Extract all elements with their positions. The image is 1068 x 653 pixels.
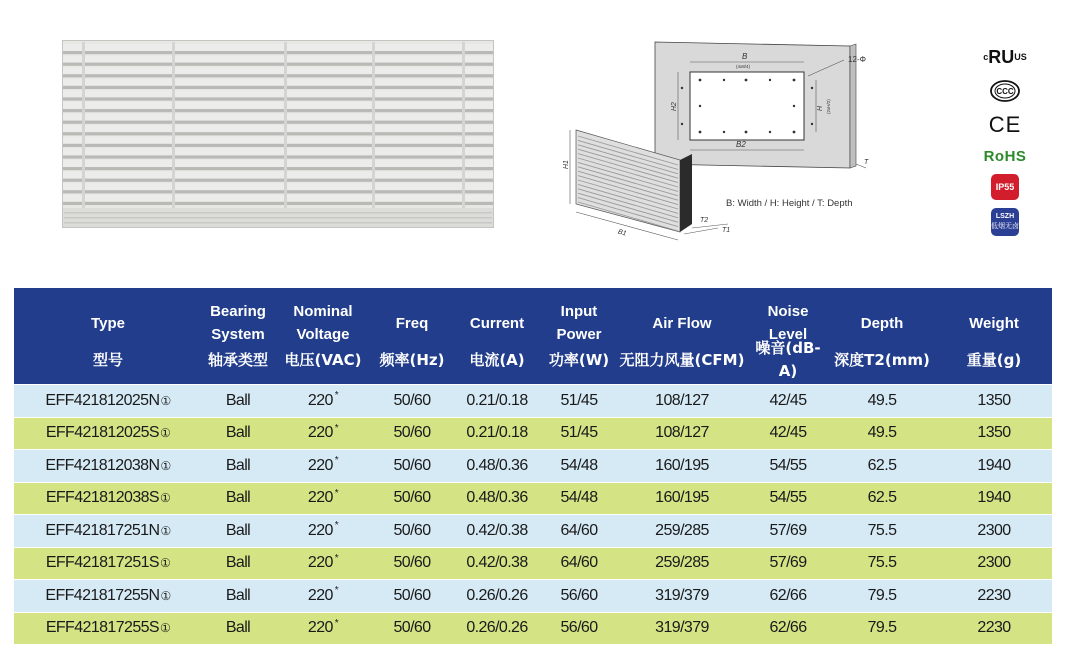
cell-voltage: 220 *	[307, 487, 339, 507]
cell-current: 0.26/0.26	[466, 586, 528, 604]
cell-weight: 2230	[977, 619, 1011, 637]
cell-bearing: Ball	[225, 521, 251, 539]
cell-bearing: Ball	[225, 424, 251, 442]
cell-current: 0.21/0.18	[466, 391, 528, 409]
cell-depth: 79.5	[867, 619, 897, 637]
cell-type: EFF421812025S ①	[45, 424, 171, 442]
cell-bearing: Ball	[225, 619, 251, 637]
cell-type: EFF421817255S ①	[45, 619, 171, 637]
cell-freq: 50/60	[393, 391, 431, 409]
cell-freq: 50/60	[393, 521, 431, 539]
dim-h1-label: H1	[563, 160, 570, 169]
cell-current: 0.48/0.36	[466, 456, 528, 474]
cell-freq: 50/60	[393, 489, 431, 507]
cell-current: 0.42/0.38	[466, 554, 528, 572]
cell-airflow: 319/379	[655, 619, 709, 637]
cell-voltage: 220 *	[307, 390, 339, 409]
cell-noise: 42/45	[769, 391, 807, 409]
dim-b2-label: B2	[736, 140, 746, 149]
cell-type: EFF421812038N ①	[45, 456, 171, 474]
table-row	[14, 514, 1052, 547]
cell-noise: 54/55	[769, 489, 807, 507]
cell-bearing: Ball	[225, 489, 251, 507]
dim-b-label: B	[742, 52, 748, 61]
table-row	[14, 579, 1052, 612]
cell-voltage: 220 *	[307, 585, 339, 604]
cell-power: 54/48	[560, 456, 598, 474]
cell-noise: 62/66	[769, 586, 807, 604]
cell-power: 64/60	[560, 521, 598, 539]
cell-airflow: 259/285	[655, 554, 709, 572]
cell-weight: 2230	[977, 586, 1011, 604]
cell-power: 64/60	[560, 554, 598, 572]
rohs-mark-icon: RoHS	[983, 147, 1027, 165]
cell-weight: 2300	[977, 521, 1011, 539]
header-voltage: Nominal Voltage 电压(VAC)	[284, 303, 362, 369]
cell-bearing: Ball	[225, 586, 251, 604]
cell-freq: 50/60	[393, 619, 431, 637]
filter-grille-image	[62, 40, 494, 228]
ul-mark-icon: c RU US	[983, 46, 1027, 67]
cell-power: 56/60	[560, 586, 598, 604]
cell-freq: 50/60	[393, 586, 431, 604]
header-current: Current 电流(A)	[469, 314, 525, 369]
table-row	[14, 417, 1052, 450]
cell-current: 0.21/0.18	[466, 424, 528, 442]
cell-depth: 49.5	[867, 391, 897, 409]
cell-airflow: 160/195	[655, 489, 709, 507]
cell-depth: 75.5	[867, 521, 897, 539]
table-row	[14, 449, 1052, 482]
cell-noise: 57/69	[769, 554, 807, 572]
lszh-badge-icon: LSZH 低烟无卤	[980, 208, 1030, 236]
cell-airflow: 259/285	[655, 521, 709, 539]
diagram-caption: B: Width / H: Height / T: Depth	[726, 198, 853, 209]
header-freq: Freq 频率(Hz)	[379, 314, 445, 369]
ce-mark-icon: CE	[988, 112, 1022, 137]
header-weight: Weight 重量(g)	[966, 314, 1022, 369]
cell-type: EFF421817251S ①	[45, 554, 171, 572]
dim-hole-label: 12-Φ	[848, 55, 866, 64]
cell-bearing: Ball	[225, 391, 251, 409]
cell-noise: 42/45	[769, 424, 807, 442]
ip55-badge-icon: IP55	[980, 174, 1030, 200]
cell-freq: 50/60	[393, 424, 431, 442]
spec-table	[14, 288, 1052, 644]
cell-depth: 62.5	[867, 489, 897, 507]
cell-bearing: Ball	[225, 456, 251, 474]
certification-marks	[980, 40, 1030, 240]
cell-airflow: 160/195	[655, 456, 709, 474]
header-noise: Noise Level 噪音(dB-A)	[755, 303, 821, 380]
ccc-mark-icon	[980, 78, 1030, 104]
cell-depth: 79.5	[867, 586, 897, 604]
cell-depth: 62.5	[867, 456, 897, 474]
cell-power: 54/48	[560, 489, 598, 507]
dim-b-sub: (4x8/4)	[736, 64, 751, 69]
cell-weight: 2300	[977, 554, 1011, 572]
dim-t-label: T	[864, 159, 869, 166]
cell-voltage: 220 *	[307, 520, 339, 539]
cell-voltage: 220 *	[307, 617, 339, 637]
header-bearing: Bearing System 轴承类型	[207, 303, 268, 369]
cell-type: EFF421812038S ①	[45, 489, 171, 507]
header-airflow: Air Flow 无阻力风量(CFM)	[619, 314, 745, 369]
cell-voltage: 220 *	[307, 455, 339, 474]
cell-current: 0.42/0.38	[466, 521, 528, 539]
cell-power: 51/45	[560, 424, 598, 442]
cell-type: EFF421812025N ①	[45, 391, 171, 409]
cell-power: 56/60	[560, 619, 598, 637]
cell-weight: 1940	[977, 456, 1011, 474]
table-row	[14, 384, 1052, 417]
cell-weight: 1350	[977, 424, 1011, 442]
cell-freq: 50/60	[393, 554, 431, 572]
table-row	[14, 612, 1052, 645]
cell-bearing: Ball	[225, 554, 251, 572]
cell-voltage: 220 *	[307, 552, 339, 572]
cell-current: 0.48/0.36	[466, 489, 528, 507]
table-row	[14, 482, 1052, 515]
cell-airflow: 108/127	[655, 391, 709, 409]
cell-weight: 1940	[977, 489, 1011, 507]
dim-t1-label: T1	[722, 227, 731, 234]
cell-noise: 57/69	[769, 521, 807, 539]
cell-depth: 75.5	[867, 554, 897, 572]
header-depth: Depth 深度T2(mm)	[834, 314, 930, 369]
header-power: Input Power 功率(W)	[548, 303, 610, 369]
table-header	[14, 288, 1052, 384]
cell-type: EFF421817255N ①	[45, 586, 171, 604]
cell-type: EFF421817251N ①	[45, 521, 171, 539]
cell-noise: 54/55	[769, 456, 807, 474]
cell-freq: 50/60	[393, 456, 431, 474]
header-type: Type 型号	[91, 314, 125, 369]
dim-h2-label: H2	[671, 102, 678, 111]
table-row	[14, 547, 1052, 580]
table-body	[14, 384, 1052, 644]
cell-power: 51/45	[560, 391, 598, 409]
dim-t2-label: T2	[700, 217, 709, 224]
cell-airflow: 319/379	[655, 586, 709, 604]
dim-h-label: H	[817, 105, 824, 111]
cell-noise: 62/66	[769, 619, 807, 637]
dimension-diagram	[560, 36, 900, 246]
cell-weight: 1350	[977, 391, 1011, 409]
svg-text:CCC: CCC	[996, 87, 1014, 96]
cell-airflow: 108/127	[655, 424, 709, 442]
cell-voltage: 220 *	[307, 422, 339, 442]
dim-h-sub: (2xH/2)	[826, 99, 831, 114]
dim-b1-label: B1	[616, 228, 628, 238]
cell-depth: 49.5	[867, 424, 897, 442]
cell-current: 0.26/0.26	[466, 619, 528, 637]
